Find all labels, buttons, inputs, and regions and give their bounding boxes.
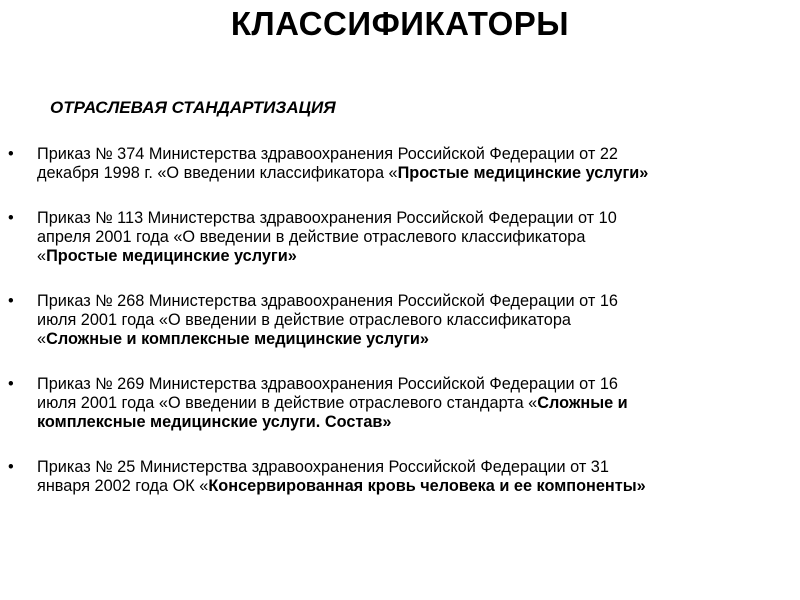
item-text-line: Приказ № 268 Министерства здравоохранения Российской Федерации от 16 [37,292,618,310]
item-text-line: Приказ № 113 Министерства здравоохранения Российской Федерации от 10 [37,209,617,227]
item-bold-title: Сложные и [537,394,628,412]
list-item [0,292,800,349]
item-bold-title: комплексные медицинские услуги. Состав» [37,413,392,431]
item-text-line: июля 2001 года «О введении в действие отраслевого стандарта « [37,394,538,412]
list-item [0,375,800,432]
item-text-line: Приказ № 269 Министерства здравоохранения Российской Федерации от 16 [37,375,618,393]
order-list [0,145,800,522]
item-text-line: июля 2001 года «О введении в действие отраслевого классификатора [37,311,571,329]
bullet-icon: • [8,292,14,310]
item-text-line: « [37,247,47,265]
item-text-line: Приказ № 374 Министерства здравоохранения Российской Федерации от 22 [37,145,618,163]
item-text-line: января 2002 года ОК « [37,477,209,495]
bullet-icon: • [8,375,14,393]
item-text-line: « [37,330,47,348]
item-bold-title: Простые медицинские услуги» [397,164,649,182]
item-text-line: декабря 1998 г. «О введении классификатора « [37,164,398,182]
section-subtitle: ОТРАСЛЕВАЯ СТАНДАРТИЗАЦИЯ [50,98,336,117]
item-text-line: апреля 2001 года «О введении в действие отраслевого классификатора [37,228,586,246]
item-text-line: Приказ № 25 Министерства здравоохранения Российской Федерации от 31 [37,458,609,476]
bullet-icon: • [8,145,14,163]
list-item [0,458,800,496]
list-item [0,209,800,266]
bullet-icon: • [8,458,14,476]
bullet-icon: • [8,209,14,227]
list-item [0,145,800,183]
item-bold-title: Простые медицинские услуги» [46,247,297,265]
item-bold-title: Консервированная кровь человека и ее компоненты» [208,477,646,495]
slide-title: КЛАССИФИКАТОРЫ [230,5,570,42]
item-bold-title: Сложные и комплексные медицинские услуги» [46,330,429,348]
